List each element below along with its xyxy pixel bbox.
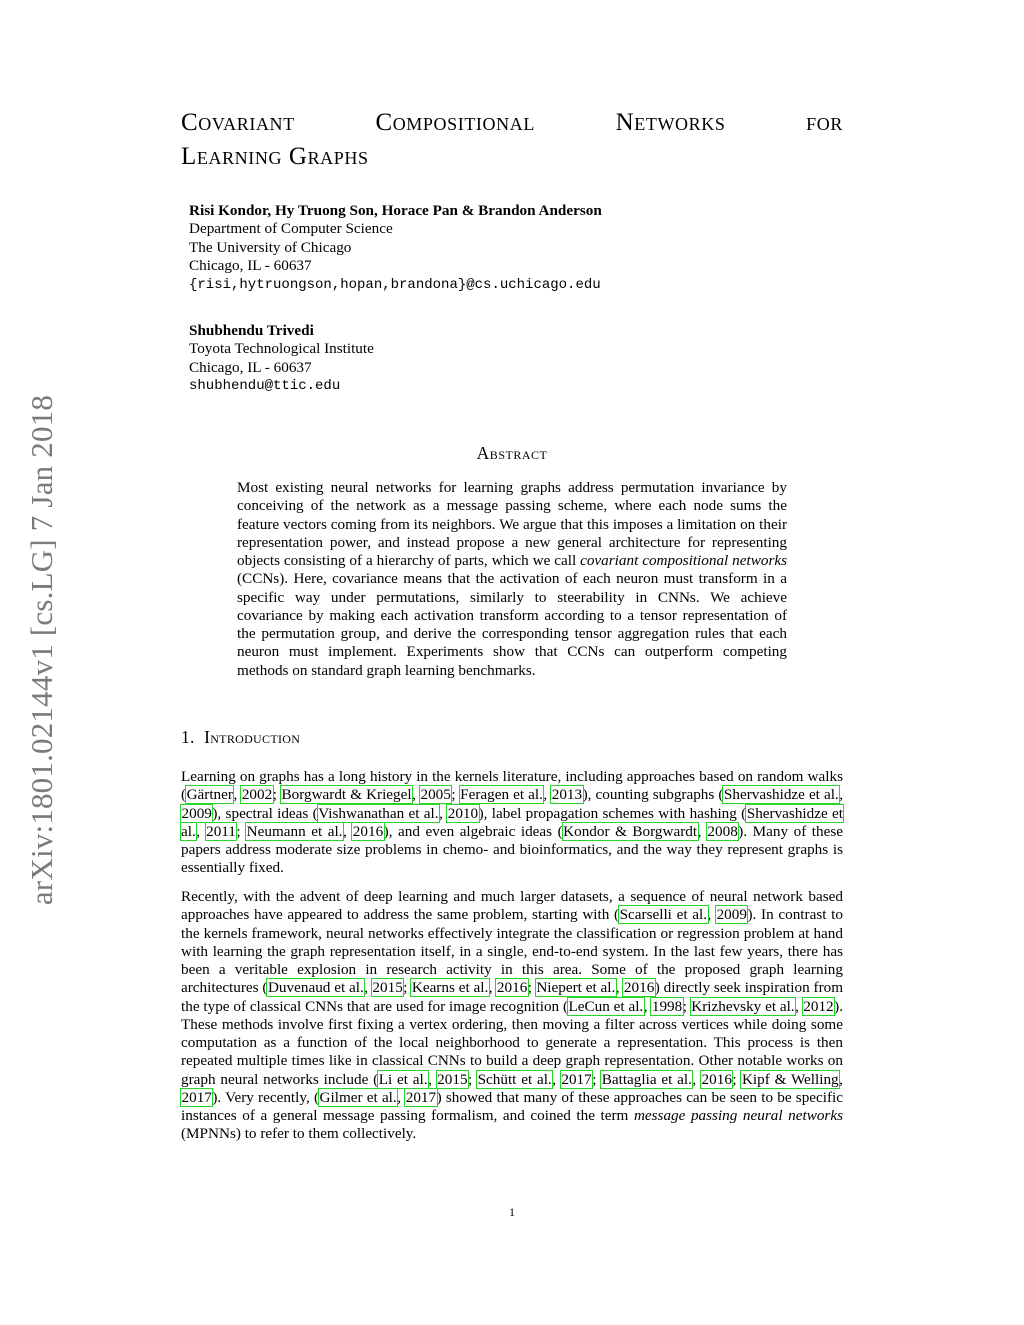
title-line-2: Learning Graphs — [181, 143, 369, 170]
citation-link[interactable]: Kondor & Borgwardt — [563, 822, 698, 840]
citation-link[interactable]: Gärtner — [186, 786, 233, 804]
citation-link[interactable]: 2015 — [437, 1070, 468, 1088]
citation-link[interactable]: Niepert et al. — [536, 979, 616, 997]
author-names: Risi Kondor, Hy Truong Son, Horace Pan & Brandon Anderson — [189, 202, 602, 219]
title-word: Networks — [615, 109, 726, 136]
citation-link[interactable]: 2015 — [372, 979, 403, 997]
term-emphasis: message passing neural networks — [633, 1107, 843, 1124]
citation-link[interactable]: 2016 — [496, 979, 528, 997]
page-number: 1 — [509, 1205, 515, 1219]
title-line-1 — [181, 106, 843, 140]
citation-link[interactable]: 2012 — [803, 997, 834, 1015]
abstract-text: Most existing neural networks for learning graphs address permutation invariance by conceiving of the network as a message passing scheme, where each node sums the feature vectors coming from its neighbors. We argue that this imposes a limitation on their representation power, and instead propose a new general architecture for representing objects consisting of a hierarchy of parts, which we call covariant compositional networks (CCNs). Here, covariance means that the activation of each neuron must transform in a specific way under permutations, similarly to steerability in CNNs. We achieve covariance by making each activation transform according to a tensor representation of the permutation group, and derive the corresponding tensor aggregation rules that each neuron must implement. Experiments show that CCNs can outperform competing methods on standard graph learning benchmarks. — [237, 479, 788, 679]
citation-link[interactable]: 2002 — [241, 786, 273, 804]
citation-link[interactable]: 2005 — [420, 786, 451, 804]
paper-title — [181, 106, 843, 174]
author-location: Chicago, IL - 60637 — [189, 358, 312, 376]
section-heading-introduction: 1. Introduction — [181, 727, 301, 747]
title-word: Compositional — [375, 109, 535, 136]
citation-link[interactable]: Battaglia et al. — [601, 1070, 692, 1088]
citation-link[interactable]: Scarselli et al. — [619, 906, 708, 924]
citation-link[interactable]: 2009 — [716, 906, 747, 924]
title-word: for — [806, 109, 843, 136]
author-email[interactable]: shubhendu@ttic.edu — [189, 378, 341, 395]
author-location: Chicago, IL - 60637 — [189, 257, 312, 275]
intro-paragraph-1: Learning on graphs has a long history in the kernels literature, including approaches based on random walks (Gärtner, 2002; Borgwardt & Kriegel, 2005; Feragen et al., 2013), counting subgraphs (Shervashidze et al., 2009), spectral ideas (Vishwanathan et al., 2010), label propagation schemes with hashing (Shervashidze et al., 2011; Neumann et al., 2016), and even algebraic ideas (Kondor & Borgwardt, 2008). Many of these papers address moderate size problems in chemo- and bioinformatics, and the way they represent graphs is essentially fixed. — [181, 768, 844, 877]
citation-link[interactable]: 2011 — [206, 822, 236, 840]
author-block-chicago — [189, 202, 602, 294]
citation-link[interactable]: Kipf & Welling — [741, 1070, 839, 1088]
citation-link[interactable]: Schütt et al. — [477, 1070, 552, 1088]
citation-link[interactable]: 2010 — [447, 804, 479, 822]
citation-link[interactable]: 2008 — [707, 822, 738, 840]
title-word: Covariant — [181, 109, 295, 136]
citation-link[interactable]: 2013 — [551, 786, 583, 804]
citation-link[interactable]: 2016 — [352, 822, 384, 840]
citation-link[interactable]: 2017 — [405, 1088, 437, 1106]
citation-link[interactable]: Gilmer et al. — [319, 1088, 397, 1106]
citation-link[interactable]: Shervashidze et al. — [181, 804, 844, 840]
citation-link[interactable]: LeCun et al. — [568, 997, 644, 1015]
citation-link[interactable]: 2017 — [181, 1088, 212, 1106]
citation-link[interactable]: 2009 — [181, 804, 212, 822]
author-block-ttic — [189, 322, 374, 396]
author-name: Shubhendu Trivedi — [189, 322, 314, 339]
arxiv-identifier-stamp: arXiv:1801.02144v1 [cs.LG] 7 Jan 2018 — [24, 394, 59, 906]
citation-link[interactable]: 2017 — [561, 1070, 592, 1088]
citation-link[interactable]: Li et al. — [378, 1070, 428, 1088]
author-institution: The University of Chicago — [189, 238, 352, 256]
author-institution: Toyota Technological Institute — [189, 340, 374, 358]
citation-link[interactable]: Neumann et al. — [246, 822, 343, 840]
citation-link[interactable]: Shervashidze et al. — [723, 786, 839, 804]
author-email[interactable]: {risi,hytruongson,hopan,brandona}@cs.uchicago.edu — [189, 276, 601, 293]
citation-link[interactable]: Vishwanathan et al. — [318, 804, 439, 822]
abstract-emphasis: covariant compositional networks — [580, 552, 788, 569]
author-department: Department of Computer Science — [189, 220, 393, 238]
citation-link[interactable]: Duvenaud et al. — [267, 979, 364, 997]
citation-link[interactable]: Feragen et al. — [460, 786, 543, 804]
citation-link[interactable]: Krizhevsky et al. — [691, 997, 795, 1015]
citation-link[interactable]: Kearns et al. — [411, 979, 489, 997]
citation-link[interactable]: 2016 — [623, 979, 655, 997]
intro-paragraph-2: Recently, with the advent of deep learning and much larger datasets, a sequence of neural network based approaches have appeared to address the same problem, starting with (Scarselli et al., 2009). In contrast to the kernels framework, neural networks effectively integrate the classification or regression problem at hand with learning the graph representation itself, in a single, end-to-end system. In the last few years, there has been a veritable explosion in research activity in this area. Some of the proposed graph learning architectures (Duvenaud et al., 2015; Kearns et al., 2016; Niepert et al., 2016) directly seek inspiration from the type of classical CNNs that are used for image recognition (LeCun et al., 1998; Krizhevsky et al., 2012). These methods involve first fixing a vertex ordering, then moving a filter across vertices while doing some computation as a function of the local neighborhood to generate a representation. This process is then repeated multiple times like in classical CNNs to build a deep graph representation. Other notable works on graph neural networks include (Li et al., 2015; Schütt et al., 2017; Battaglia et al., 2016; Kipf & Welling, 2017). Very recently, (Gilmer et al., 2017) showed that many of these approaches can be seen to be specific instances of a general message passing formalism, and coined the term message passing neural networks (MPNNs) to refer to them collectively. — [181, 888, 844, 1143]
abstract-heading: Abstract — [476, 443, 548, 463]
citation-link[interactable]: Borgwardt & Kriegel — [281, 786, 412, 804]
citation-link[interactable]: 2016 — [701, 1070, 732, 1088]
citation-link[interactable]: 1998 — [651, 997, 683, 1015]
